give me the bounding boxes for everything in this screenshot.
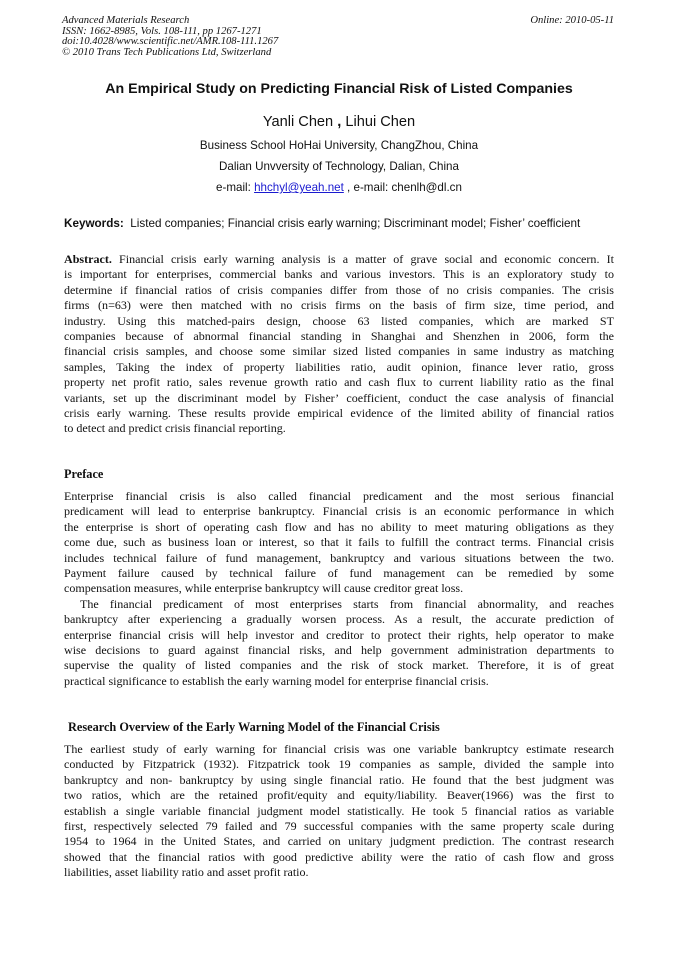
abstract-line: crisis early warning. These results provide empirical evidence of the limited ability of financial ratios	[64, 405, 614, 420]
preface-line: bankruptcy after experiencing a gradually worsen process. As a result, the accurate prediction of	[64, 612, 614, 627]
research-line: two ratios, which are the retained profit/equity and equity/liability. Beaver(1966) was the first to	[64, 788, 614, 803]
research-line: first, respectively selected 79 failed and 79 successful companies with the same property scale during	[64, 818, 614, 833]
email-line	[0, 181, 678, 194]
keywords-label: Keywords:	[64, 217, 124, 230]
preface-line: compensation measures, while enterprise bankruptcy will cause creditor great loss.	[64, 581, 464, 596]
abstract-line: firms (n=63) were then matched with no crisis firms on the basis of firm size, time period, and	[64, 298, 614, 313]
copyright-line: © 2010 Trans Tech Publications Ltd, Switzerland	[62, 47, 272, 59]
email-prefix: e-mail:	[216, 181, 255, 194]
author-first: Yanli Chen	[262, 114, 334, 130]
affiliation-1: Business School HoHai University, ChangZhou, China	[199, 139, 479, 152]
abstract-line: is important for enterprises, commercial banks and various investors. This is an exploratory study to	[64, 267, 614, 282]
preface-line: enterprise financial crisis will help investor and creditor to protect their rights, help operator to make	[64, 627, 614, 642]
research-line: establish a single variable financial judgment model statistically. He took 5 financial ratios as variable	[64, 803, 614, 818]
research-line: liabilities, asset liability ratio and asset profit ratio.	[64, 865, 309, 880]
preface-line: practical significance to establish the early warning model for enterprise financial crisis.	[64, 673, 489, 688]
doi-line: doi:10.4028/www.scientific.net/AMR.108-111.1267	[62, 36, 279, 48]
research-line: 1954 to 1964 in the United States, and carried on unitary judgment prediction. The contrast research	[64, 834, 614, 849]
preface-line: The financial predicament of most enterprises starts from financial abnormality, and reaches	[80, 596, 614, 611]
abstract-line: industry. Using this matched-pairs design, choose 63 listed companies, which are marked ST	[64, 313, 614, 328]
abstract-line: variants, set up the discriminant model by Fisher’ coefficient, conduct the case analysis of financial	[64, 390, 614, 405]
issn-line: ISSN: 1662-8985, Vols. 108-111, pp 1267-1271	[62, 25, 262, 37]
keywords-text: Listed companies; Financial crisis early warning; Discriminant model; Fisher’ coefficient	[130, 217, 581, 230]
abstract-line	[64, 252, 614, 267]
author-second: Lihui Chen	[345, 114, 416, 130]
author-separator: ,	[337, 114, 342, 130]
abstract-line: determine if financial ratios of crisis companies differ from those of no crisis companies. The crisis	[64, 282, 614, 297]
abstract-label: Abstract.	[64, 252, 112, 266]
abstract-line: property net profit ratio, sales revenue growth ratio and cash flux to current liability ratio as the final	[64, 375, 614, 390]
abstract-text: Financial crisis early warning analysis is a matter of grave social and economic concern. It	[119, 252, 614, 266]
preface-heading: Preface	[64, 467, 104, 481]
research-heading: Research Overview of the Early Warning Model of the Financial Crisis	[68, 720, 440, 734]
research-line: The earliest study of early warning for financial crisis was one variable bankruptcy estimate research	[64, 742, 614, 756]
abstract-line: financial crisis samples, and choose some similar sized listed companies in same industry as matching	[64, 344, 614, 359]
abstract-line: samples, Taking the index of property liabilities ratio, audit opinion, finance lever ratio, gross	[64, 359, 614, 374]
research-section	[64, 742, 614, 881]
preface-line: wise decisions to guard against financial risks, and help government administration departments to	[64, 642, 614, 657]
preface-line: supervise the quality of listed companies and the risk of stock market. Therefore, it is of great	[64, 658, 614, 673]
online-date: Online: 2010-05-11	[530, 15, 614, 26]
preface-line: the enterprise is short of operating cash flow and has no ability to meet maturing obligations as they	[64, 519, 614, 534]
preface-line: predicament will lead to enterprise bankruptcy. Financial crisis is an economic performance in which	[64, 504, 614, 519]
paper-title: An Empirical Study on Predicting Financial Risk of Listed Companies	[105, 81, 573, 97]
research-line: conducted by Fitzpatrick (1932). Fitzpatrick took 19 companies as sample, divided the sample into	[64, 757, 614, 772]
abstract-section	[64, 252, 614, 437]
keywords-line	[64, 217, 580, 230]
preface-line: Enterprise financial crisis is also called financial predicament and the most serious financial	[64, 489, 614, 503]
research-line: bankruptcy and non- bankruptcy by using single financial ratio. He found that the best judgment was	[64, 772, 614, 787]
abstract-line: to detect and predict crisis financial reporting.	[64, 421, 286, 436]
preface-line: come due, such as business loan or interest, so that it fails to fulfill the contract terms. Financial crisis	[64, 535, 614, 550]
email-link[interactable]: hhchyl@yeah.net	[254, 181, 344, 194]
preface-line: Payment failure caused by technical failure of fund management can be remedied by some	[64, 565, 614, 580]
preface-section	[64, 489, 614, 689]
author-line	[0, 114, 678, 130]
journal-name: Advanced Materials Research	[62, 15, 190, 26]
affiliation-2: Dalian Unvversity of Technology, Dalian, China	[219, 160, 459, 173]
journal-header	[62, 16, 278, 59]
research-line: showed that the financial ratios with good predictive ability were the ratio of cash flow and gross	[64, 849, 614, 864]
email-second: , e-mail: chenlh@dl.cn	[343, 181, 462, 194]
preface-line: includes technical failure of fund management, bankruptcy and various situations between the two.	[64, 550, 614, 565]
abstract-line: companies because of abnormal financial standing in Shanghai and Shenzhen in 2006, form the	[64, 328, 614, 343]
